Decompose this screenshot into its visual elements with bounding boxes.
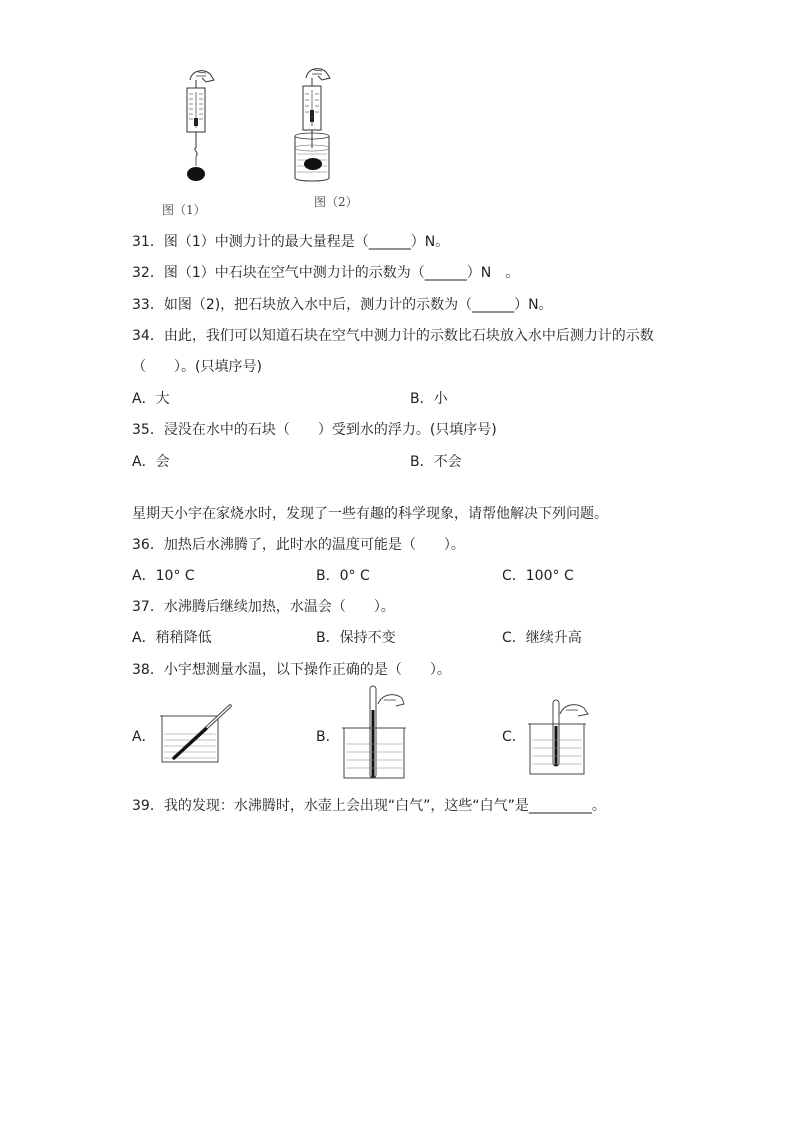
figure-2-caption: 图（2） <box>314 195 358 209</box>
option-37-a[interactable]: A．稍稍降低 <box>132 630 212 646</box>
section-intro: 星期天小宇在家烧水时，发现了一些有趣的科学现象，请帮他解决下列问题。 <box>132 506 608 522</box>
question-36: 36．加热后水沸腾了，此时水的温度可能是（ ）。 <box>132 537 465 553</box>
question-33: 33．如图（2)，把石块放入水中后，测力计的示数为（______）N。 <box>132 297 553 313</box>
question-31: 31．图（1）中测力计的最大量程是（______）N。 <box>132 234 450 250</box>
option-36-a[interactable]: A．10° C <box>132 568 195 584</box>
option-34-a[interactable]: A．大 <box>132 391 170 407</box>
question-35: 35．浸没在水中的石块（ ）受到水的浮力。(只填序号) <box>132 422 497 438</box>
option-38-a[interactable]: A． <box>132 729 156 745</box>
question-37: 37．水沸腾后继续加热，水温会（ ）。 <box>132 599 395 615</box>
option-34-b[interactable]: B．小 <box>410 391 448 407</box>
option-38-c[interactable]: C． <box>502 729 526 745</box>
option-37-b[interactable]: B．保持不变 <box>316 630 396 646</box>
beaker-thermometer-touching-bottom-figure <box>342 684 422 784</box>
option-37-c[interactable]: C．继续升高 <box>502 630 582 646</box>
question-38: 38．小宇想测量水温，以下操作正确的是（ ）。 <box>132 662 451 678</box>
question-39: 39．我的发现：水沸腾时，水壶上会出现“白气”，这些“白气”是_________。 <box>132 798 606 814</box>
beaker-thermometer-leaning-figure <box>160 702 240 772</box>
beaker-thermometer-correct-figure <box>528 698 598 778</box>
option-36-c[interactable]: C．100° C <box>502 568 574 584</box>
spring-scale-in-air-figure <box>176 66 226 186</box>
question-34-blank: （ ）。(只填序号) <box>132 359 262 375</box>
option-36-b[interactable]: B．0° C <box>316 568 370 584</box>
option-38-b[interactable]: B． <box>316 729 340 745</box>
option-35-b[interactable]: B．不会 <box>410 454 462 470</box>
spring-scale-in-water-figure <box>292 64 342 184</box>
option-35-a[interactable]: A．会 <box>132 454 170 470</box>
figure-1-caption: 图（1） <box>162 203 206 217</box>
question-32: 32．图（1）中石块在空气中测力计的示数为（______）N 。 <box>132 265 520 281</box>
question-34-text: 34．由此，我们可以知道石块在空气中测力计的示数比石块放入水中后测力计的示数 <box>132 328 654 344</box>
